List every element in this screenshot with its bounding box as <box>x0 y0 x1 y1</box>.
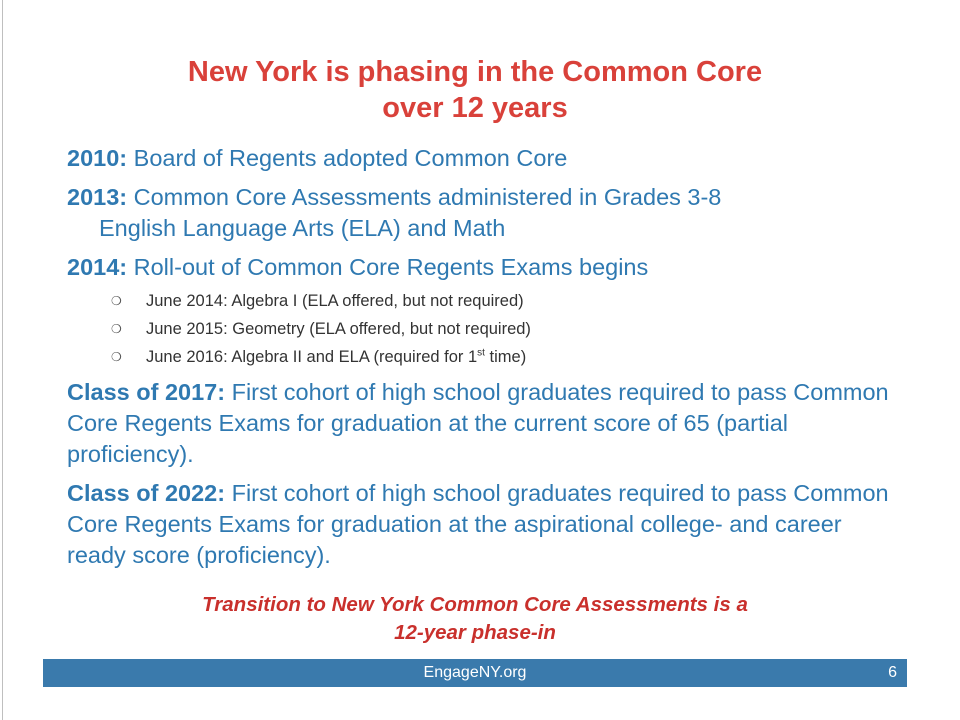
timeline-text: First cohort of high school graduates required to pass Common Core Regents Exams for graduation at the aspirational college- and career ready score (proficiency). <box>67 480 889 568</box>
timeline-label: 2010: <box>67 145 128 171</box>
list-item-text-end: time) <box>484 348 527 366</box>
timeline-label: 2013: <box>67 184 128 210</box>
circle-bullet-icon: ❍ <box>111 294 122 308</box>
timeline-text: Board of Regents adopted Common Core <box>127 145 568 171</box>
slide-title-line-2: over 12 years <box>382 92 568 124</box>
list-item <box>67 315 897 343</box>
list-item <box>67 287 897 315</box>
timeline-text: Roll-out of Common Core Regents Exams begins <box>127 254 649 280</box>
list-item-text: June 2016: Algebra II and ELA (required for 1 <box>146 348 478 366</box>
timeline-item-class-2022 <box>67 478 897 571</box>
timeline-label: 2014: <box>67 254 128 280</box>
list-item-text: June 2015: Geometry (ELA offered, but not required) <box>146 320 531 338</box>
slide-body <box>67 143 897 579</box>
slide-title <box>60 54 890 126</box>
timeline-text: Common Core Assessments administered in Grades 3-8 <box>127 184 722 210</box>
timeline-item-class-2017 <box>67 377 897 470</box>
timeline-item-2014 <box>67 252 897 283</box>
circle-bullet-icon: ❍ <box>111 350 122 364</box>
timeline-item-2013 <box>67 182 897 244</box>
timeline-item-2010 <box>67 143 897 174</box>
list-item-text: June 2014: Algebra I (ELA offered, but not required) <box>146 292 524 310</box>
list-item <box>67 343 897 371</box>
ordinal-suffix: st <box>477 347 485 359</box>
left-border-line <box>2 0 3 720</box>
footer-url: EngageNY.org <box>423 664 527 681</box>
timeline-text: First cohort of high school graduates required to pass Common Core Regents Exams for graduation at the current score of 65 (partial proficiency). <box>67 379 889 467</box>
circle-bullet-icon: ❍ <box>111 322 122 336</box>
timeline-label: Class of 2017: <box>67 379 226 405</box>
page-number: 6 <box>888 664 897 681</box>
callout-line-1: Transition to New York Common Core Assessments is a <box>202 593 748 616</box>
timeline-text-continued: English Language Arts (ELA) and Math <box>99 215 506 241</box>
slide-title-line-1: New York is phasing in the Common Core <box>187 56 763 88</box>
footer-bar <box>43 659 907 687</box>
callout-line-2: 12-year phase-in <box>394 621 556 644</box>
timeline-label: Class of 2022: <box>67 480 226 506</box>
exam-rollout-list <box>67 287 897 371</box>
phase-in-callout <box>60 591 890 647</box>
